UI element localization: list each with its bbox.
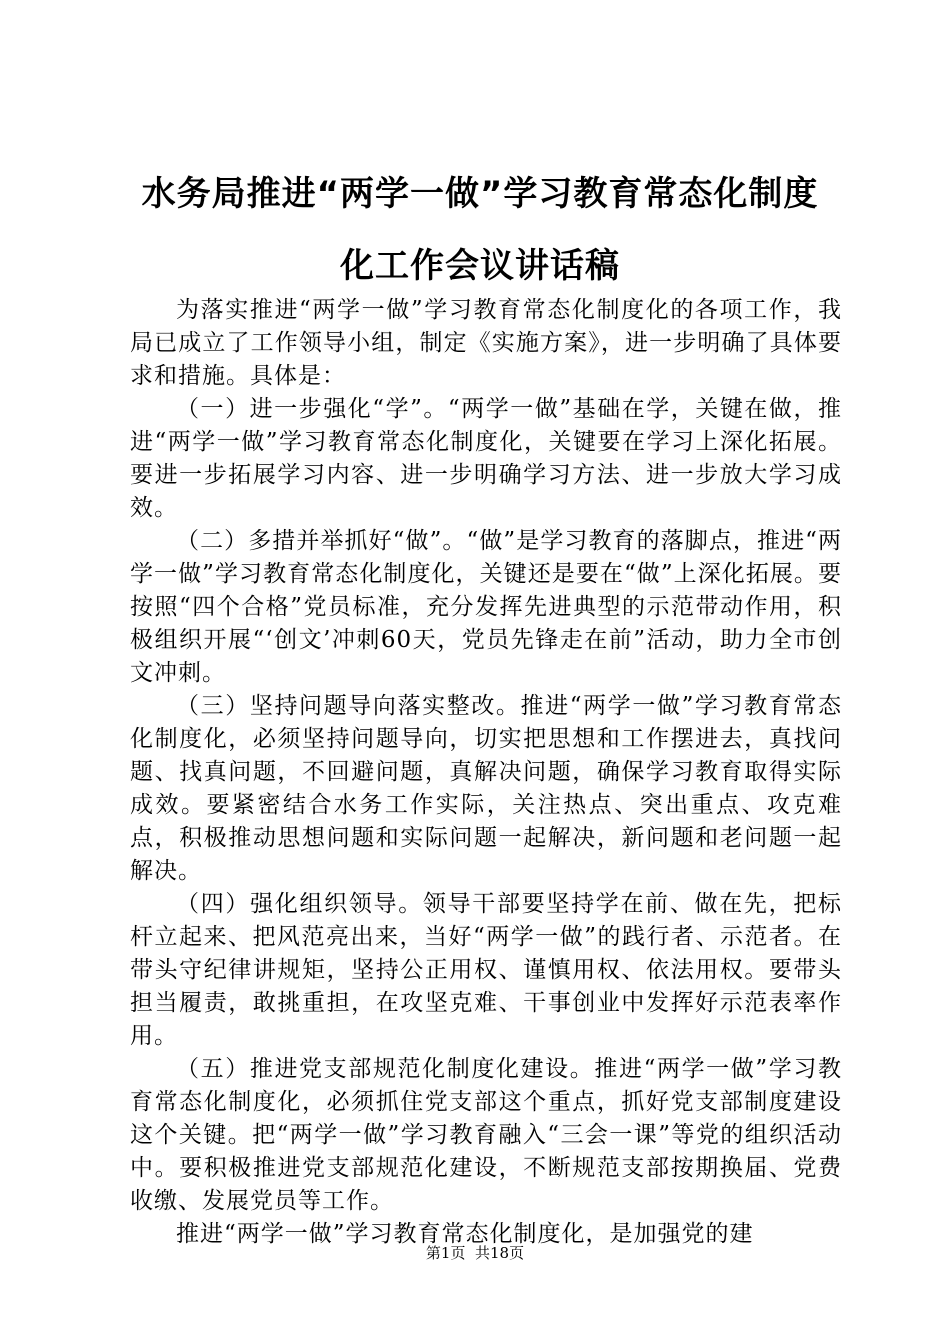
document-body bbox=[130, 294, 842, 1251]
page-total: 共18页 bbox=[475, 1244, 525, 1262]
paragraph-intro: 为落实推进“两学一做”学习教育常态化制度化的各项工作，我局已成立了工作领导小组，制定《实施方案》，进一步明确了具体要求和措施。具体是： bbox=[130, 297, 842, 389]
paragraph-closing: 推进“两学一做”学习教育常态化制度化，是加强党的建 bbox=[176, 1221, 754, 1247]
page-number: 第1页 bbox=[425, 1244, 466, 1262]
page-footer bbox=[0, 1243, 950, 1263]
title-line-1: 水务局推进“两学一做”学习教育常态化制度 bbox=[141, 174, 819, 214]
paragraph-section-1: （一）进一步强化“学”。“两学一做”基础在学，关键在做，推进“两学一做”学习教育常态化制度化，关键要在学习上深化拓展。要进一步拓展学习内容、进一步明确学习方法、进一步放大学习成效。 bbox=[130, 396, 842, 521]
document-title bbox=[120, 158, 840, 302]
paragraph-section-4: （四）强化组织领导。领导干部要坚持学在前、做在先，把标杆立起来、把风范亮出来，当好“两学一做”的践行者、示范者。在带头守纪律讲规矩，坚持公正用权、谨慎用权、依法用权。要带头担当履责，敢挑重担，在攻坚克难、干事创业中发挥好示范表率作用。 bbox=[130, 891, 842, 1049]
paragraph-section-3: （三）坚持问题导向落实整改。推进“两学一做”学习教育常态化制度化，必须坚持问题导向，切实把思想和工作摆进去，真找问题、找真问题，不回避问题，真解决问题，确保学习教育取得实际成效。要紧密结合水务工作实际，关注热点、突出重点、攻克难点，积极推动思想问题和实际问题一起解决，新问题和老问题一起解决。 bbox=[130, 693, 842, 884]
paragraph-section-5: （五）推进党支部规范化制度化建设。推进“两学一做”学习教育常态化制度化，必须抓住党支部这个重点，抓好党支部制度建设这个关键。把“两学一做”学习教育融入“三会一课”等党的组织活动中。要积极推进党支部规范化建设，不断规范支部按期换届、党费收缴、发展党员等工作。 bbox=[130, 1056, 842, 1214]
title-line-2: 化工作会议讲话稿 bbox=[340, 246, 620, 286]
paragraph-section-2: （二）多措并举抓好“做”。“做”是学习教育的落脚点，推进“两学一做”学习教育常态化制度化，关键还是要在“做”上深化拓展。要按照“四个合格”党员标准，充分发挥先进典型的示范带动作用，积极组织开展“‘创文’冲刺60天，党员先锋走在前”活动，助力全市创文冲刺。 bbox=[130, 528, 842, 686]
